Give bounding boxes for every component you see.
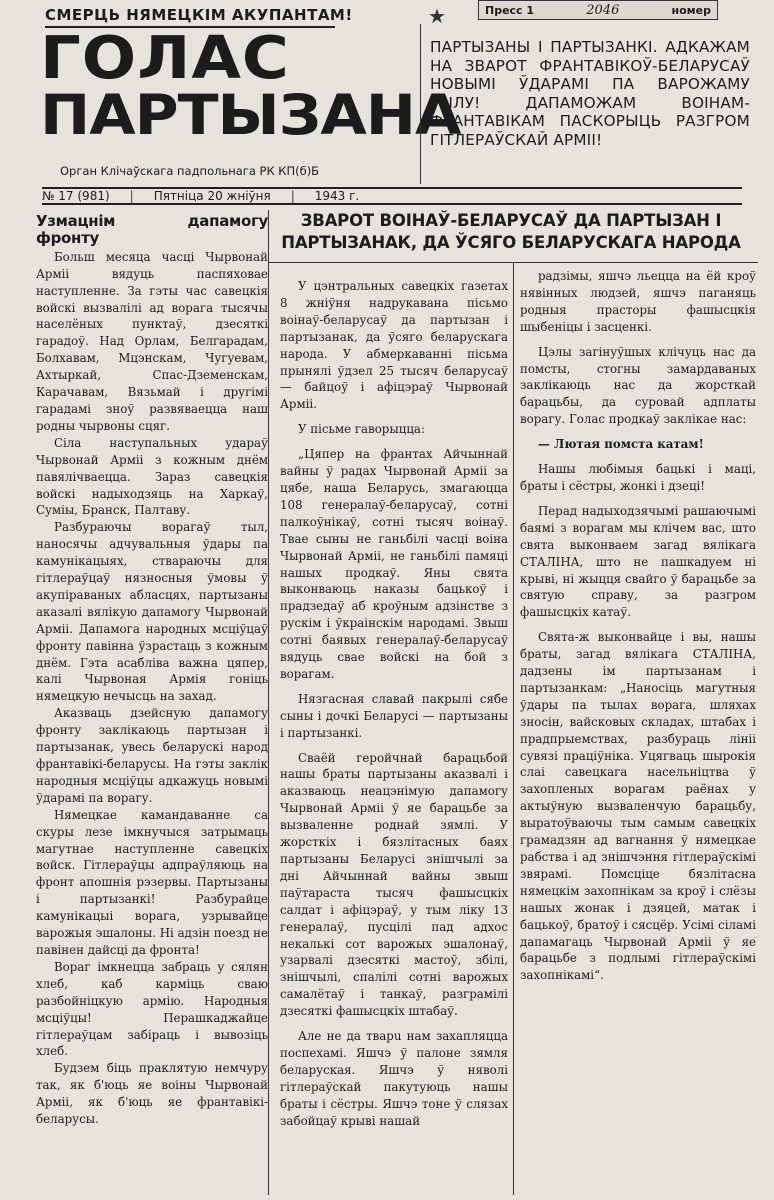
newspaper-title — [40, 24, 461, 148]
column-divider — [420, 24, 421, 184]
issue-separator: | — [129, 189, 134, 203]
left-paragraph: Аказваць дзейсную дапамогу фронту заклікаюць партызан і партызанак, увесь беларускі народ франтавікі-беларусы. На гэты заклік народныя мсціўцы адкажуць новымі ўдарамі па ворагу. — [36, 706, 268, 805]
left-paragraph: Будзем біць праклятую немчуру так, як б'юць яе воіны Чырвонай Арміі, як б'юць яе франтавікі-беларусы. — [36, 1061, 268, 1127]
issue-info — [42, 187, 742, 205]
stamp-right: номер — [671, 3, 711, 17]
header-banner: ПАРТЫЗАНЫ І ПАРТЫЗАНКІ. АДКАЖАМ НА ЗВАРОТ ФРАНТАВІКОЎ-БЕЛАРУСАЎ НОВЫМІ ЎДАРАМІ ПА ВАРОЖАМУ ТЫЛУ! ДАПАМОЖАМ ВОІНАМ-ФРАНТАВІКАМ ПАСКОРЫЦЬ РАЗГРОМ ГІТЛЕРАЎСКАЙ АРМІІ! — [430, 38, 750, 149]
main-article-column-1 — [280, 278, 508, 1130]
main-paragraph: У цэнтральных савецкіх газетах 8 жніўня надрукавана пісьмо воінаў-беларусаў да партызан і партызанак, да ўсяго беларускага народа. У абмеркаванні пісьма прынялі ўдзел 25 тысяч беларусаў — байцоў і афіцэраў Чырвонай Арміі. — [280, 279, 508, 412]
issue-date: Пятніца 20 жніўня — [153, 189, 271, 203]
issue-separator: | — [290, 189, 295, 203]
stamp-left: Пресс 1 — [485, 3, 535, 17]
left-article-title: Узмацнім дапамогу фронту — [36, 212, 268, 247]
left-paragraph: Разбураючы ворагаў тыл, нанoсячы адчувальныя ўдары па камунікацыях, ствараючы для гітлераўцаў нязносныя ўмовы ў акупіраваных абласцях, партызаны аказалі вялікую дапамогу Чырвонай Арміі. Дапамога народных мсціўцаў фронту павінна ўзрастаць з кожным днём. Гэта асабліва важна цяпер, калі Чырвоная Армія гоніць нямецкую нечысць на захад. — [36, 520, 268, 704]
issue-number: № 17 (981) — [42, 189, 110, 203]
main-paragraph: Перад надыходзячымі рашаючымі баямі з ворагам мы клічем вас, што свята выконваем загад вялікага СТАЛІНА, што не пашкадуем ні крыві, ні жыцця свайго ў барацьбе за святую справу, за разгром фашысцкіх катаў. — [520, 503, 756, 620]
archive-stamp — [478, 0, 718, 20]
column-divider — [513, 262, 514, 1195]
stamp-handwritten: 2046 — [586, 2, 620, 18]
headline-rule — [268, 262, 758, 263]
issue-year: 1943 г. — [314, 189, 360, 203]
main-paragraph-slogan: — Лютая помста катам! — [538, 437, 704, 452]
title-line-1: ГОЛАС — [40, 24, 290, 93]
main-paragraph: Але не да тварu нам захапляцца поспехамі. Яшчэ ў палоне зямля беларуская. Яшчэ ў няволі гітлераўскай пакутуюць нашы браты і сёстры. Яшчэ тоне ў слязах забойцаў крыві нашай — [280, 1029, 508, 1128]
main-paragraph: У пісьме гаворыцца: — [298, 422, 425, 437]
star-icon: ★ — [428, 4, 446, 28]
main-article-column-2 — [520, 268, 756, 984]
left-paragraph: Вораг імкнецца забраць у сялян хлеб, каб карміць сваю разбойніцкую армію. Народныя мсціўцы! Перашкаджайце гітлераўцам забіраць і вывозіць хлеб. — [36, 959, 268, 1059]
main-paragraph: Нязгасная славай пакрылі сябе сыны і дочкі Беларусі — партызаны і партызанкі. — [280, 691, 508, 740]
main-paragraph: Свята-ж выконвайце і вы, нашы браты, загад вялікага СТАЛІНА, дадзены ім партызанам і партызанкам: „Наносіць магутныя ўдары па тылах ворага, шляхах зносін, вайсковых складах, штабах і прадпрыемствах, разбураць лініі сувязі праціўніка. Уцягваць шырокія слаі савецкага насельніцтва ў захопленых ворагам раёнах у актыўную вызваленчую барацьбу, выратоўваючы тым самым савецкіх грамадзян ад вагнання ў нямецкае рабства і ад знішчэння гітлераўскімі звярамі. Помсціце бязлітасна нямецкім захопнікам за кроў і слёзы нашых жонак і дзяцей, матак і бацькоў, братоў і сясцёр. Усімі сіламі дапамагаць Чырвонай Арміі ў яе барацьбе з подлымі гітлераўскімі захопнікамі“. — [520, 630, 756, 983]
left-article — [36, 213, 268, 1128]
header-slogan: СМЕРЦЬ НЯМЕЦКІМ АКУПАНТАМ! — [45, 6, 335, 28]
left-paragraph: Сіла наступальных удараў Чырвонай Арміі з кожным днём павялічваецца. Зараз савецкія войскі надыходзяць на Харкаў, Суміы, Бранск, Палтаву. — [36, 435, 268, 518]
left-paragraph: Нямецкае камандаванне са скуры лезе імкнучыся затрымаць магутнае наступленне савецкіх войск. Гітлераўцы адпраўляюць на фронт апошнія рэзервы. Партызаны і партызанкі! Разбурайце камунікацыі ворага, узрывайце варожыя эшалоны. Ні адзін поезд не павінен дайсці да фронта! — [36, 807, 268, 957]
main-headline: ЗВАРОТ ВОІНАЎ-БЕЛАРУСАЎ ДА ПАРТЫЗАН І ПАРТЫЗАНАК, ДА ЎСЯГО БЕЛАРУСКАГА НАРОДА — [281, 211, 741, 252]
main-paragraph: Цэлы загінуўшых клічуць нас да помсты, стогны замардаваных заклікаюць нас да жорсткай барацьбы, да суровай адплаты ворагу. Голас продкаў заклікае нас: — [520, 344, 756, 427]
main-paragraph: радзімы, яшчэ льецца на ёй кроў нявінных людзей, яшчэ паганяць родныя прасторы фашысцкія шыбеніцы і засценкі. — [520, 269, 756, 334]
main-paragraph: „Цяпер на франтах Айчыннай вайны ў радах Чырвонай Арміі за цябе, наша Беларусь, змагаюцца 108 генералаў-беларусаў, сотні палкоўнікаў, сотні тысяч воінаў. Твае сыны не ганьбілі часці воіна Чырвонай Арміі, не ганьбілі памяці нашых продкаў. Яны свята выконваюць наказы бацькоў і прадзедаў аб кроўным адзінстве з рускім і ўкраінскім народамі. Звыш сотні баявых генералаў-беларусаў вядуць свае войскі на бой з ворагам. — [280, 447, 508, 681]
left-paragraph: Больш месяца часці Чырвонай Арміі вядуць паспяховае наступленне. За гэты час савецкія войскі вызвалілі ад ворага тысячы населёных пунктаў, дзесяткі гарадоў. Над Орлам, Белгарадам, Болхавам, Мцэнскам, Чугуевам, Ахтыркай, Спас-Дземенскам, Карачавам, Вязьмай і другімі гарадамі зноў развяваецца наш родны чырвоны сцяг. — [36, 249, 268, 433]
main-paragraph: Сваёй геройчнай барацьбой нашы браты партызаны аказвалі і аказваюць неацэнімую дапамогу Чырвонай Арміі ў яе барацьбе за вызваленне роднай зямлі. У жорсткіх і бязлітасных баях партызаны Беларусі знішчылі за дні Айчыннай вайны звыш паўтараста тысяч фашысцкіх салдат і афіцэраў, у тым ліку 13 генералаў, пусцілі пад адхос некалькі сот варожых эшалонаў, узарвалі дзесяткі мастоў, збілі, знішчылі, спалілі сотні варожых самалётаў і танкаў, разграмілі дзесяткі фашысцкіх штабаў. — [280, 750, 508, 1019]
publisher-line: Орган Клічаўскага падпольнага РК КП(б)Б — [60, 164, 320, 178]
title-line-2: ПАРТЫЗАНА — [40, 83, 461, 148]
main-paragraph: Нашы любімыя бацькі і маці, браты і сёстры, жонкі і дзеці! — [520, 462, 756, 493]
column-divider — [268, 210, 269, 1195]
